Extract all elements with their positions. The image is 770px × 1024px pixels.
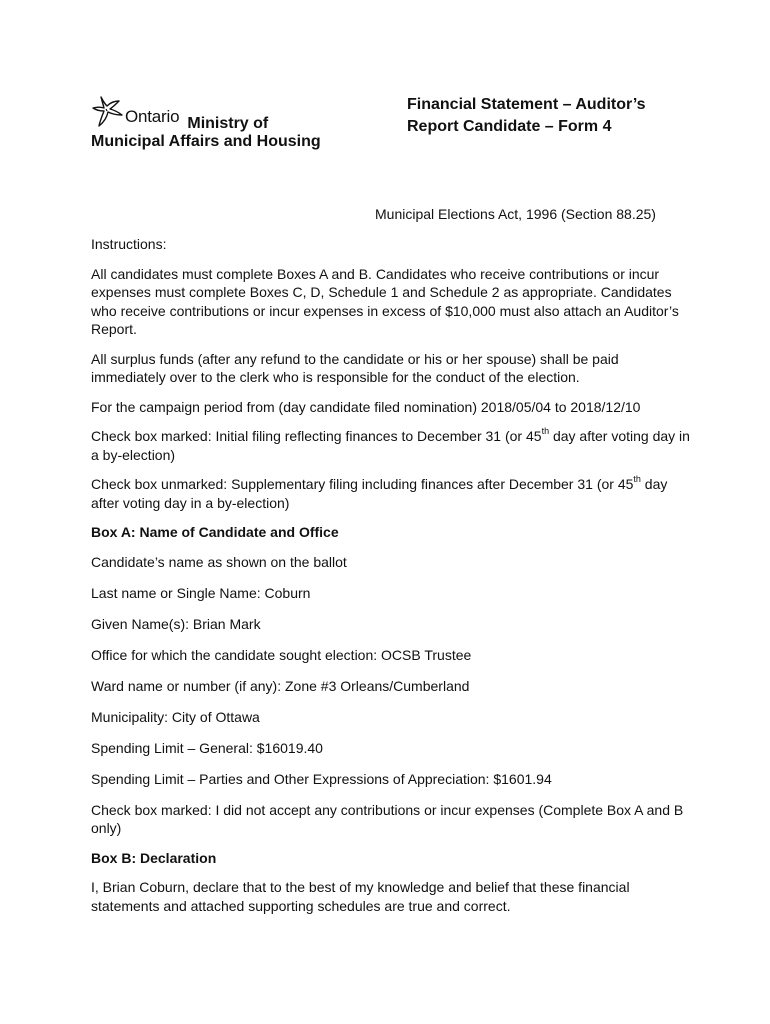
instructions-paragraph-2: All surplus funds (after any refund to the candidate or his or her spouse) shall be paid immediately over to the clerk who is responsible for the conduct of the election. [91,350,619,385]
spending-limit-parties: Spending Limit – Parties and Other Expressions of Appreciation: $1601.94 [91,770,552,787]
act-reference: Municipal Elections Act, 1996 (Section 88.25) [375,206,656,222]
ontario-logo [91,93,321,132]
given-names-field: Given Name(s): Brian Mark [91,615,261,632]
campaign-period: For the campaign period from (day candidate filed nomination) 2018/05/04 to 2018/12/10 [91,398,641,415]
box-a-heading: Box A: Name of Candidate and Office [91,524,339,540]
no-contributions-checkbox-text: Check box marked: I did not accept any contributions or incur expenses (Complete Box A and B only) [91,801,684,836]
ministry-name-line1: Ministry of [187,115,269,132]
instructions-paragraph-1: All candidates must complete Boxes A and B. Candidates who receive contributions or incur expenses must complete Boxes C, D, Schedule 1 and Schedule 2 as appropriate. Candidates who receive contributions or incur expenses in excess of $10,000 must also attach an Auditor’s Report. [91,265,679,337]
form-title-line2: Report Candidate – Form 4 [407,118,612,135]
ministry-header [91,93,321,151]
office-field: Office for which the candidate sought election: OCSB Trustee [91,646,472,663]
form-title-line1: Financial Statement – Auditor’s [407,96,646,113]
supplementary-filing-checkbox-text: Check box unmarked: Supplementary filing including finances after December 31 (or 45th day after voting day in a by-election) [91,474,668,511]
last-name-field: Last name or Single Name: Coburn [91,584,311,601]
form-title [407,94,707,138]
ontario-wordmark: Ontario [125,107,180,126]
box-b-heading: Box B: Declaration [91,849,217,866]
declaration-text: I, Brian Coburn, declare that to the best of my knowledge and belief that these financial statements and attached supporting schedules are true and correct. [91,879,630,914]
trillium-icon [91,95,125,129]
spending-limit-general: Spending Limit – General: $16019.40 [91,739,323,756]
ministry-name-line2: Municipal Affairs and Housing [91,133,321,150]
box-a-subheading: Candidate’s name as shown on the ballot [91,553,347,570]
initial-filing-checkbox-text: Check box marked: Initial filing reflecting finances to December 31 (or 45th day after voting day in a by-election) [91,426,690,463]
form-body [91,235,691,915]
municipality-field: Municipality: City of Ottawa [91,708,260,725]
ward-field: Ward name or number (if any): Zone #3 Orleans/Cumberland [91,677,470,694]
instructions-heading: Instructions: [91,236,167,252]
